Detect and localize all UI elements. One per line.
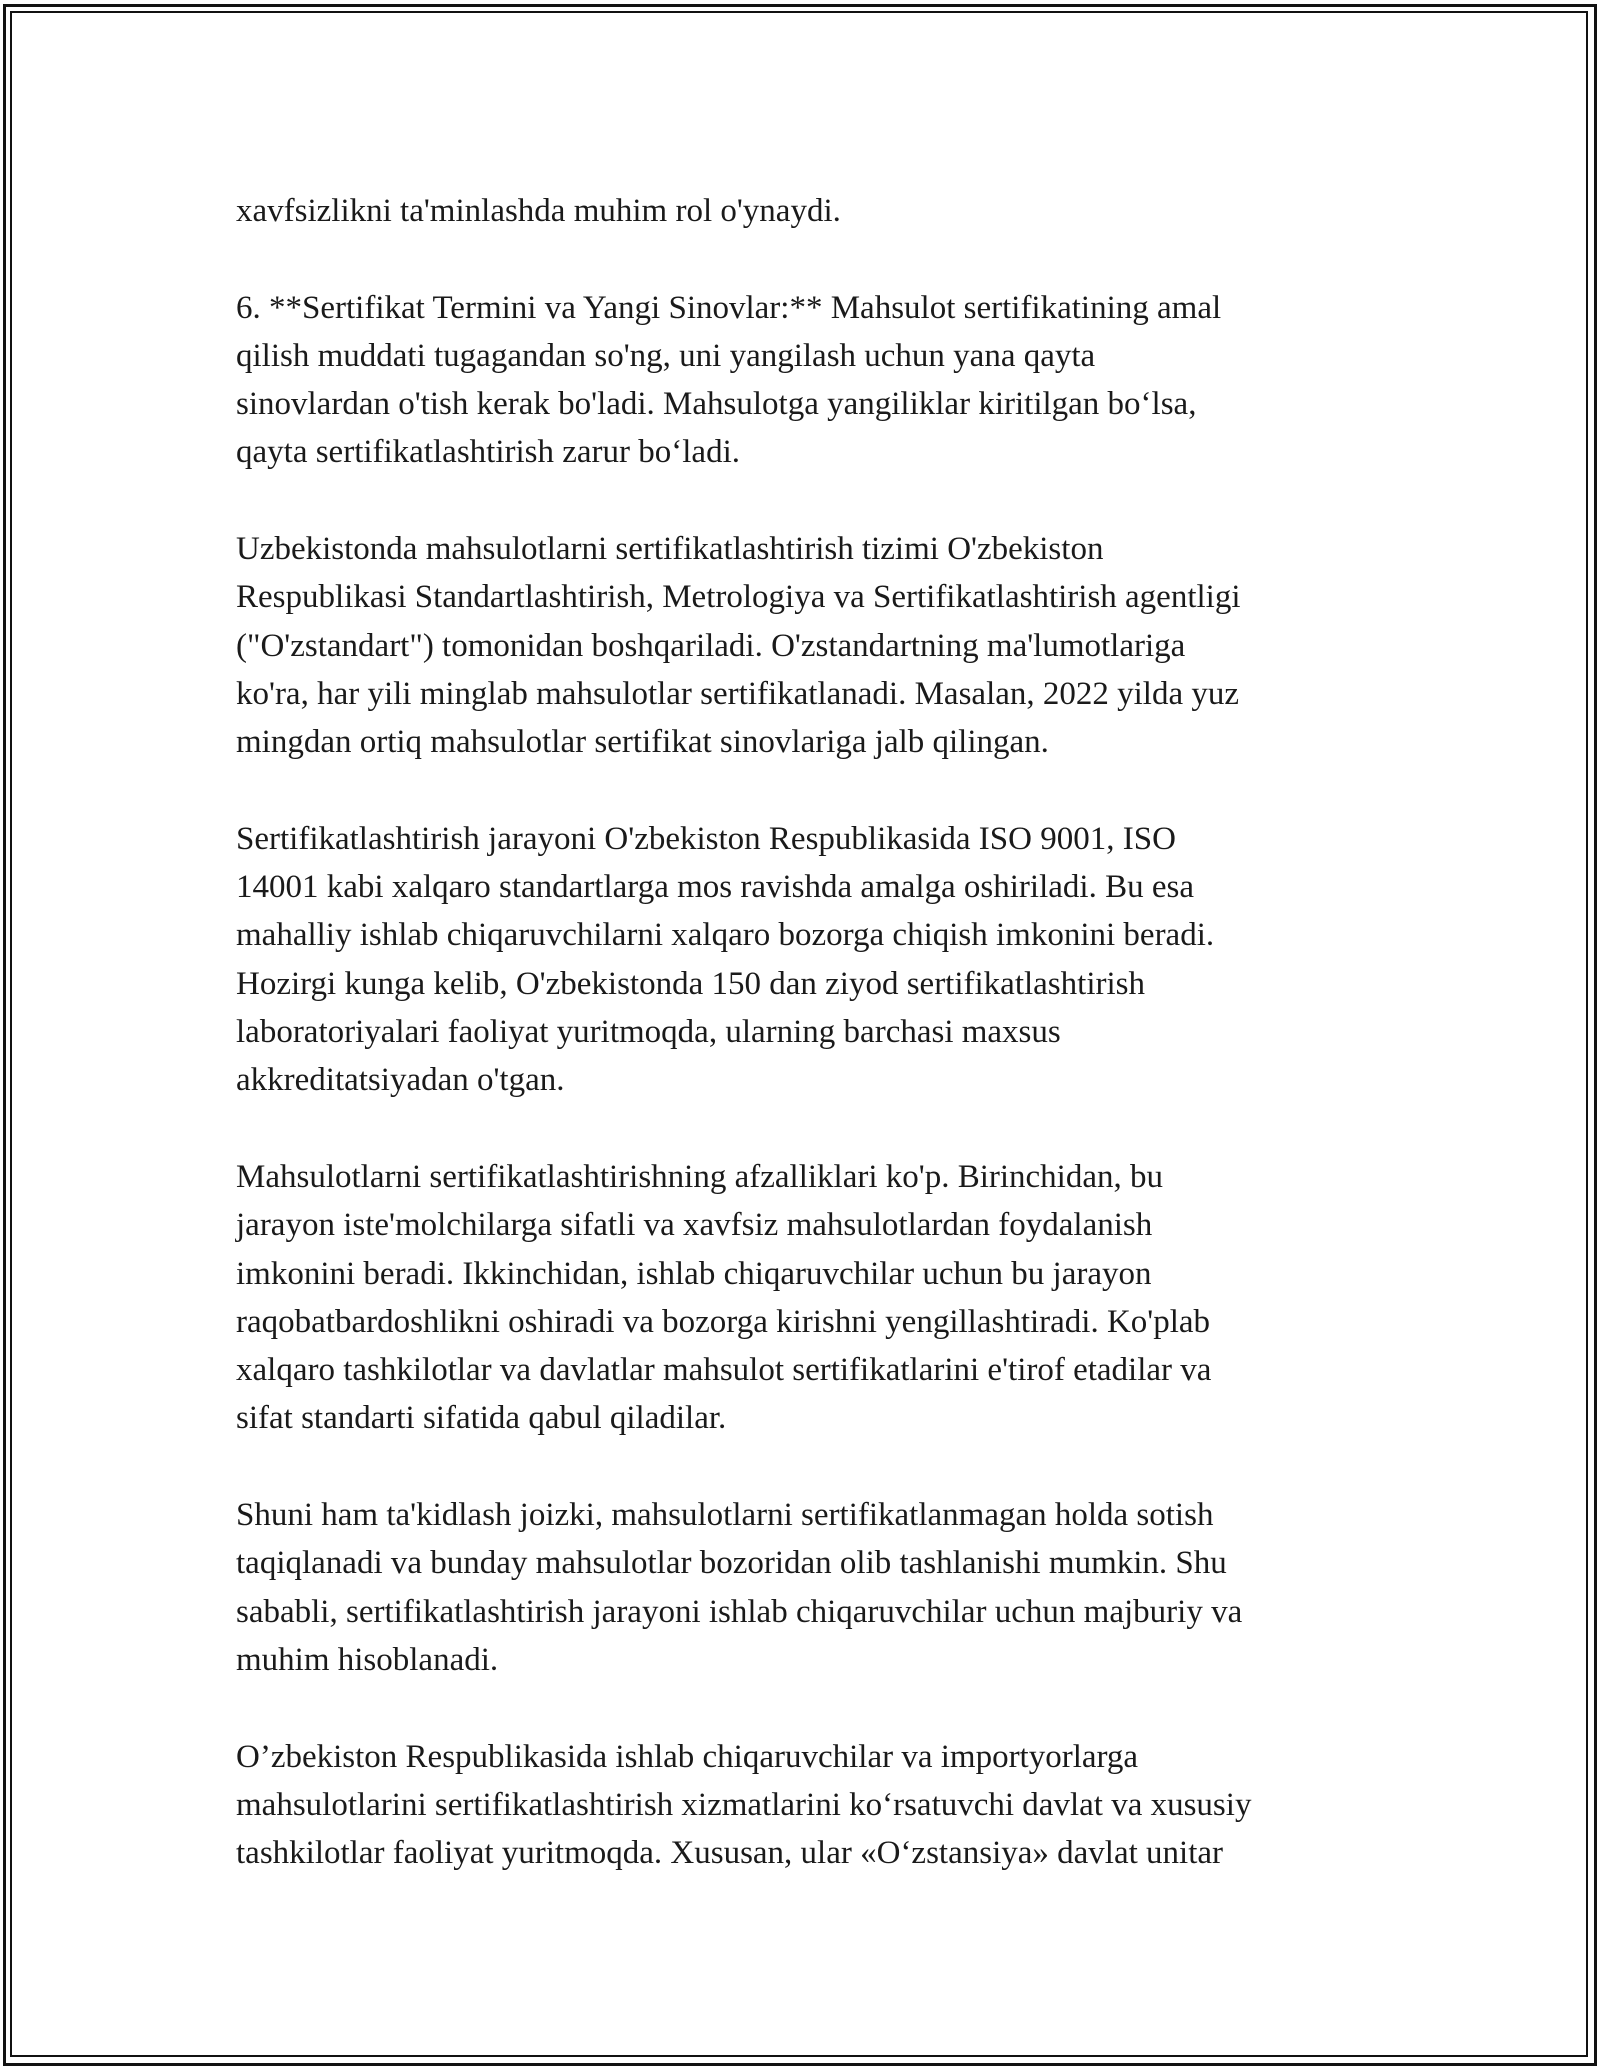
text-line: Shuni ham ta'kidlash joizki, mahsulotlarni sertifikatlanmagan holda sotish — [236, 1497, 1214, 1534]
text-line: sababli, sertifikatlashtirish jarayoni ishlab chiqaruvchilar uchun majburiy va — [236, 1593, 1243, 1630]
text-line: laboratoriyalari faoliyat yuritmoqda, ularning barchasi maxsus — [236, 1014, 1061, 1051]
text-line: taqiqlanadi va bunday mahsulotlar bozoridan olib tashlanishi mumkin. Shu — [236, 1545, 1227, 1582]
paragraph-advantages — [236, 1153, 1386, 1443]
text-line: jarayon iste'molchilarga sifatli va xavfsiz mahsulotlardan foydalanish — [236, 1207, 1153, 1244]
text-line: imkonini beradi. Ikkinchidan, ishlab chiqaruvchilar uchun bu jarayon — [236, 1255, 1152, 1292]
text-line: Hozirgi kunga kelib, O'zbekistonda 150 dan ziyod sertifikatlashtirish — [236, 965, 1145, 1002]
text-line: ko'ra, har yili minglab mahsulotlar sertifikatlanadi. Masalan, 2022 yilda yuz — [236, 675, 1240, 712]
text-line: akkreditatsiyadan o'tgan. — [236, 1062, 565, 1099]
paragraph-prohibition — [236, 1491, 1386, 1684]
paragraph-certificate-term — [236, 284, 1386, 477]
text-line: 14001 kabi xalqaro standartlarga mos ravishda amalga oshiriladi. Bu esa — [236, 869, 1194, 906]
text-line: ("O'zstandart") tomonidan boshqariladi. O'zstandartning ma'lumotlariga — [236, 627, 1186, 664]
text-line: muhim hisoblanadi. — [236, 1641, 499, 1678]
text-line: Uzbekistonda mahsulotlarni sertifikatlashtirish tizimi O'zbekiston — [236, 531, 1104, 568]
paragraph-service-organizations — [236, 1733, 1386, 1878]
text-line: mahsulotlarini sertifikatlashtirish xizmatlarini ko‘rsatuvchi davlat va xususiy — [236, 1786, 1252, 1823]
text-line: mahalliy ishlab chiqaruvchilarni xalqaro bozorga chiqish imkonini beradi. — [236, 917, 1215, 954]
text-line: O’zbekiston Respublikasida ishlab chiqaruvchilar va importyorlarga — [236, 1738, 1139, 1775]
text-line: 6. **Sertifikat Termini va Yangi Sinovlar:** Mahsulot sertifikatining amal — [236, 289, 1222, 326]
paragraph-certification-system — [236, 525, 1386, 766]
text-line: sifat standarti sifatida qabul qiladilar. — [236, 1400, 727, 1437]
text-line: sinovlardan o'tish kerak bo'ladi. Mahsulotga yangiliklar kiritilgan bo‘lsa, — [236, 386, 1197, 423]
paragraph-international-standards — [236, 815, 1386, 1105]
text-line: Mahsulotlarni sertifikatlashtirishning afzalliklari ko'p. Birinchidan, bu — [236, 1158, 1163, 1195]
text-line: xalqaro tashkilotlar va davlatlar mahsulot sertifikatlarini e'tirof etadilar va — [236, 1352, 1212, 1389]
text-line: Respublikasi Standartlashtirish, Metrologiya va Sertifikatlashtirish agentligi — [236, 579, 1241, 616]
text-line: mingdan ortiq mahsulotlar sertifikat sinovlariga jalb qilingan. — [236, 724, 1049, 761]
document-body — [236, 187, 1386, 1926]
text-line: tashkilotlar faoliyat yuritmoqda. Xususan, ular «O‘zstansiya» davlat unitar — [236, 1835, 1224, 1872]
text-line: raqobatbardoshlikni oshiradi va bozorga kirishni yengillashtiradi. Ko'plab — [236, 1303, 1211, 1340]
text-line: qayta sertifikatlashtirish zarur bo‘ladi. — [236, 434, 740, 471]
text-line: xavfsizlikni ta'minlashda muhim rol o'ynaydi. — [236, 193, 841, 229]
text-line: Sertifikatlashtirish jarayoni O'zbekiston Respublikasida ISO 9001, ISO — [236, 820, 1176, 857]
text-line: qilish muddati tugagandan so'ng, uni yangilash uchun yana qayta — [236, 337, 1096, 374]
paragraph-intro-continuation — [236, 187, 1386, 235]
